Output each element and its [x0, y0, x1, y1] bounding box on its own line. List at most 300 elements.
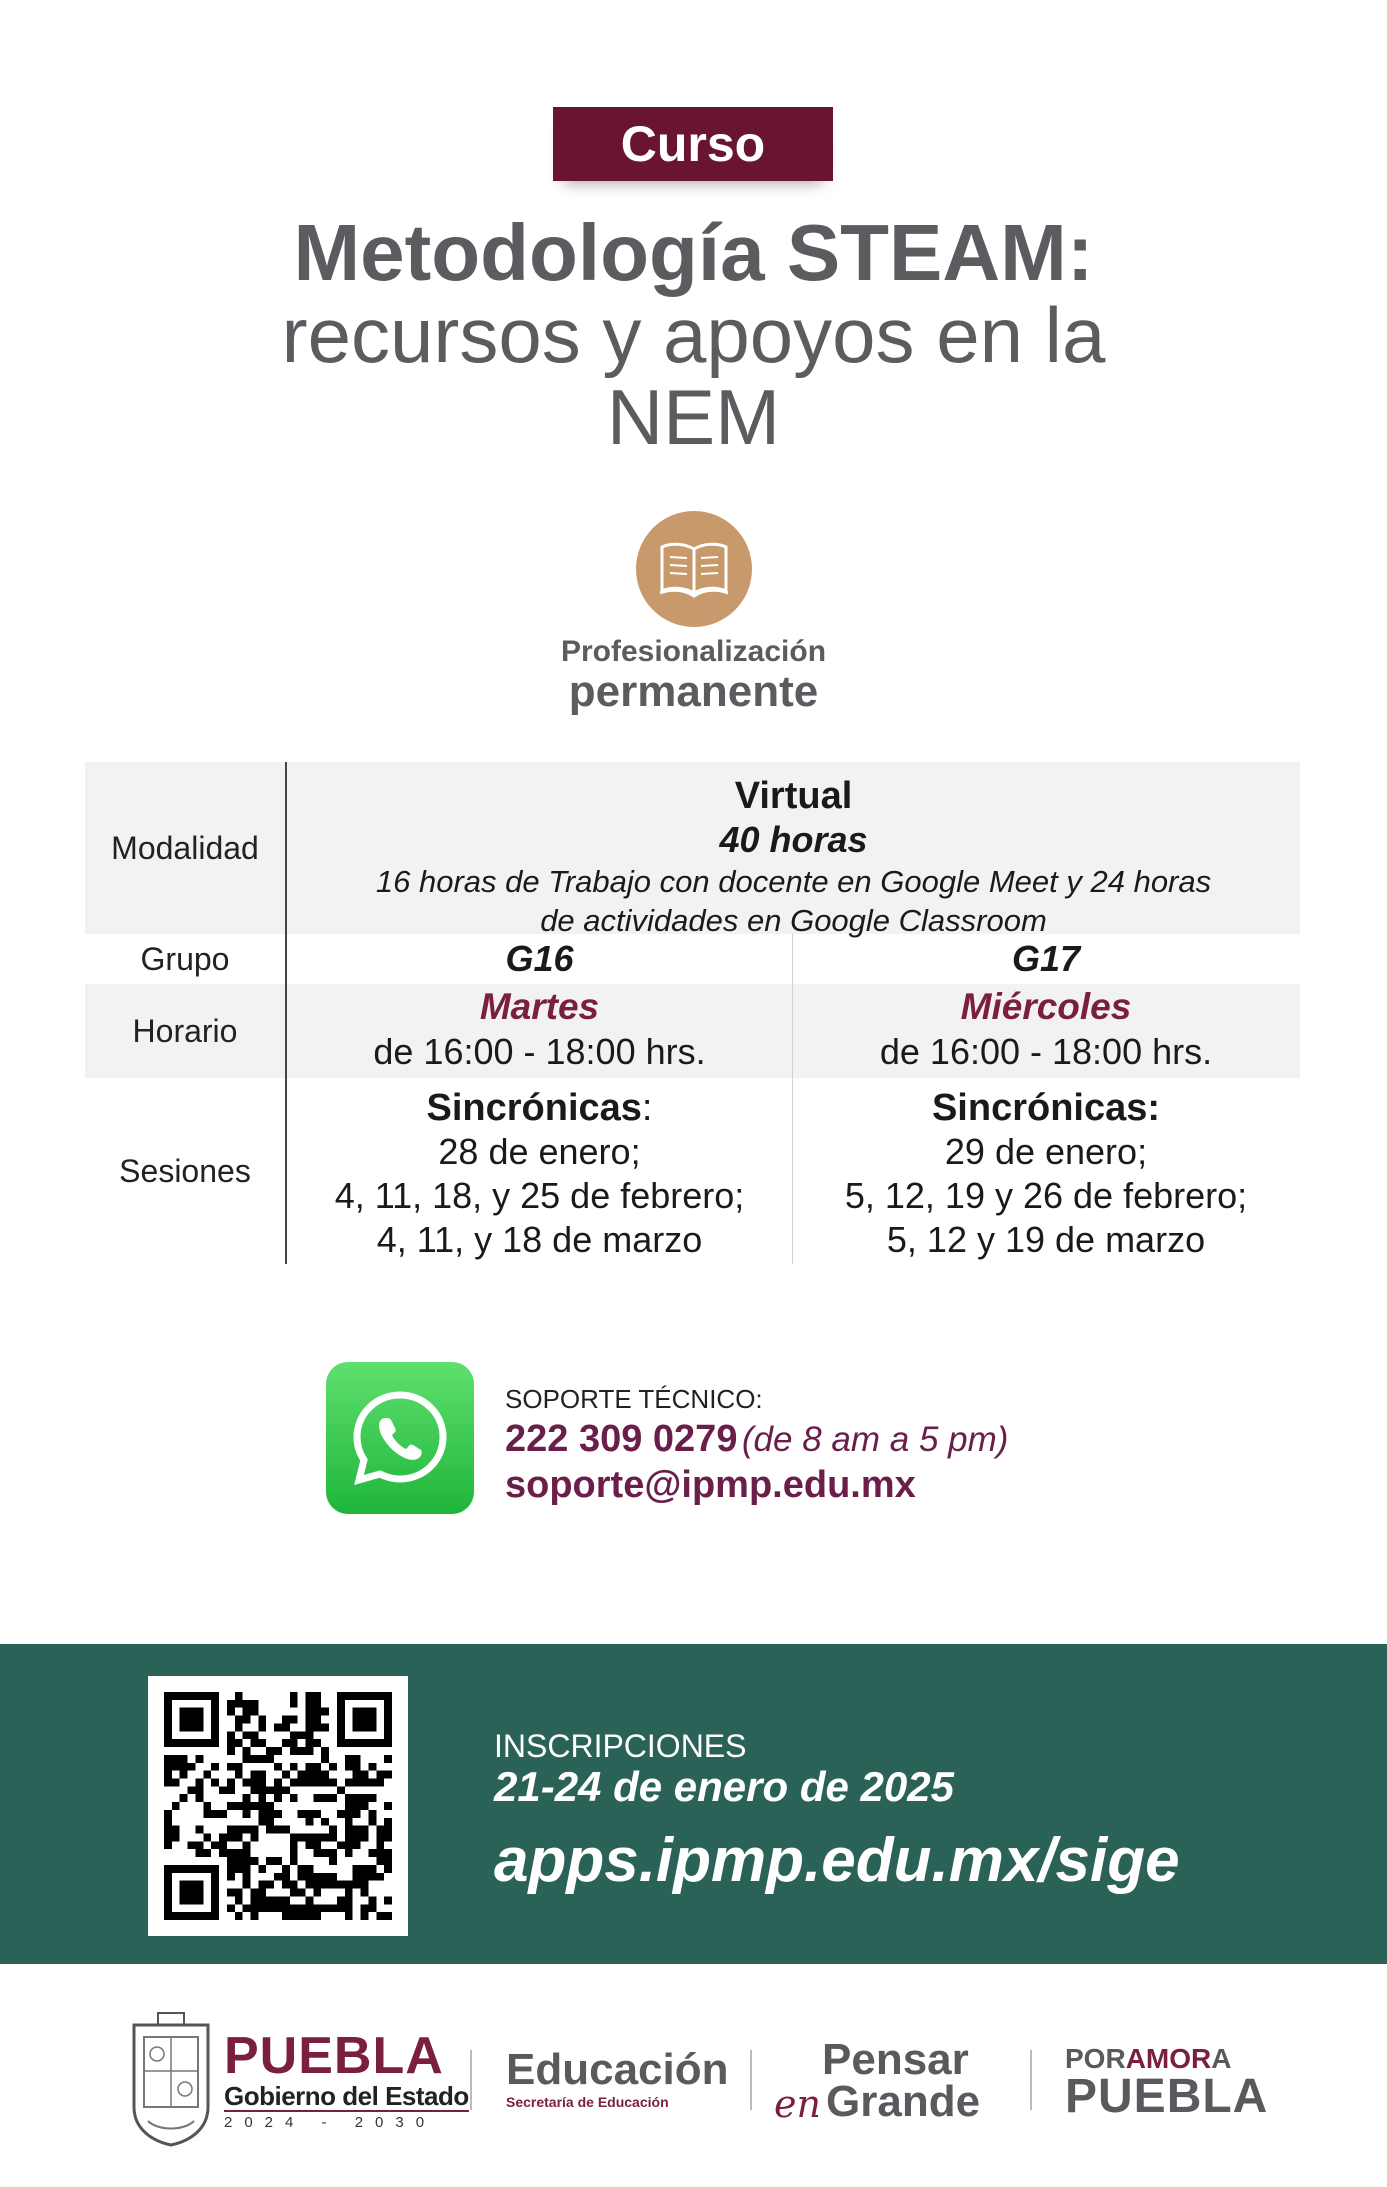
- qr-module: [250, 1857, 258, 1865]
- qr-module: [298, 1731, 306, 1739]
- qr-module: [290, 1739, 298, 1747]
- qr-module: [353, 1865, 361, 1873]
- qr-module: [180, 1755, 188, 1763]
- qr-module: [211, 1778, 219, 1786]
- qr-module: [384, 1912, 392, 1920]
- descripcion-line-2: de actividades en Google Classroom: [540, 903, 1047, 938]
- qr-module: [243, 1755, 251, 1763]
- registration-label: INSCRIPCIONES: [494, 1728, 747, 1764]
- qr-module: [384, 1755, 392, 1763]
- qr-module: [282, 1881, 290, 1889]
- support-contact: [505, 1382, 1008, 1508]
- qr-module: [337, 1881, 345, 1889]
- pensar-word: Pensar: [822, 2035, 969, 2084]
- qr-module: [203, 1849, 211, 1857]
- qr-module: [353, 1794, 361, 1802]
- qr-module: [353, 1826, 361, 1834]
- qr-module: [290, 1778, 298, 1786]
- qr-module: [203, 1802, 211, 1810]
- qr-module: [172, 1778, 180, 1786]
- registration-url[interactable]: apps.ipmp.edu.mx/sige: [494, 1826, 1180, 1895]
- qr-module: [384, 1818, 392, 1826]
- qr-module: [258, 1818, 266, 1826]
- divider: [470, 2050, 472, 2110]
- program-line-2: permanente: [568, 667, 819, 716]
- title-line-2: recursos y apoyos en la: [281, 291, 1106, 379]
- qr-module: [306, 1873, 314, 1881]
- horario-label: Horario: [85, 984, 287, 1078]
- qr-module: [227, 1834, 235, 1842]
- qr-module: [384, 1826, 392, 1834]
- g17-time: de 16:00 - 18:00 hrs.: [879, 1031, 1213, 1072]
- qr-module: [274, 1904, 282, 1912]
- qr-module: [361, 1904, 369, 1912]
- qr-module: [313, 1794, 321, 1802]
- qr-module: [329, 1873, 337, 1881]
- qr-module: [290, 1912, 298, 1920]
- qr-module: [321, 1818, 329, 1826]
- qr-module: [345, 1778, 353, 1786]
- g16-session-line: 28 de enero;: [438, 1131, 641, 1172]
- qr-module: [329, 1794, 337, 1802]
- qr-module: [321, 1873, 329, 1881]
- qr-module: [313, 1889, 321, 1897]
- qr-code[interactable]: [148, 1676, 408, 1936]
- qr-module: [329, 1881, 337, 1889]
- qr-module: [345, 1889, 353, 1897]
- qr-module: [227, 1700, 235, 1708]
- qr-module: [384, 1865, 392, 1873]
- qr-module: [306, 1763, 314, 1771]
- puebla-shield-icon: [128, 2011, 214, 2147]
- qr-module: [368, 1865, 376, 1873]
- qr-module: [243, 1841, 251, 1849]
- qr-module: [306, 1700, 314, 1708]
- qr-module: [243, 1857, 251, 1865]
- qr-module: [313, 1716, 321, 1724]
- qr-module: [306, 1865, 314, 1873]
- por-word: POR: [1065, 2043, 1126, 2074]
- qr-module: [345, 1849, 353, 1857]
- qr-module: [290, 1849, 298, 1857]
- support-hours: (de 8 am a 5 pm): [741, 1420, 1009, 1459]
- qr-module: [368, 1818, 376, 1826]
- g17-horario: [793, 984, 1299, 1078]
- qr-module: [361, 1834, 369, 1842]
- g16-session-line: 4, 11, y 18 de marzo: [376, 1219, 703, 1260]
- qr-module: [361, 1889, 369, 1897]
- qr-module: [345, 1834, 353, 1842]
- gobierno-label: Gobierno del Estado: [224, 2081, 469, 2111]
- qr-module: [290, 1763, 298, 1771]
- qr-module: [313, 1810, 321, 1818]
- g16-time: de 16:00 - 18:00 hrs.: [373, 1031, 706, 1072]
- support-phone[interactable]: 222 309 0279: [505, 1418, 738, 1460]
- program-line-1: Profesionalización: [560, 635, 827, 668]
- qr-module: [250, 1739, 258, 1747]
- qr-module: [164, 1755, 172, 1763]
- qr-module: [368, 1873, 376, 1881]
- qr-module: [290, 1700, 298, 1708]
- qr-module: [243, 1716, 251, 1724]
- qr-module: [306, 1881, 314, 1889]
- qr-module: [274, 1786, 282, 1794]
- modalidad-cell: [287, 762, 1300, 938]
- qr-module: [282, 1873, 290, 1881]
- qr-module: [361, 1802, 369, 1810]
- qr-module: [227, 1889, 235, 1897]
- qr-module: [250, 1708, 258, 1716]
- qr-module: [266, 1904, 274, 1912]
- qr-module: [345, 1818, 353, 1826]
- qr-module: [368, 1810, 376, 1818]
- qr-module: [274, 1747, 282, 1755]
- qr-module: [313, 1692, 321, 1700]
- qr-module: [164, 1771, 172, 1779]
- qr-module: [313, 1912, 321, 1920]
- grande-word: Grande: [826, 2077, 981, 2126]
- group-g16-name: G16: [287, 934, 793, 984]
- qr-module: [298, 1912, 306, 1920]
- qr-module: [345, 1904, 353, 1912]
- a-word: A: [1211, 2043, 1232, 2074]
- qr-module: [203, 1810, 211, 1818]
- qr-module: [353, 1763, 361, 1771]
- qr-module: [376, 1912, 384, 1920]
- qr-module: [219, 1834, 227, 1842]
- qr-module: [376, 1857, 384, 1865]
- qr-module: [384, 1896, 392, 1904]
- qr-module: [258, 1716, 266, 1724]
- qr-module: [203, 1771, 211, 1779]
- g16-sessions-title: [287, 1086, 792, 1130]
- qr-module: [306, 1904, 314, 1912]
- qr-module: [321, 1708, 329, 1716]
- qr-module: [243, 1849, 251, 1857]
- qr-module: [250, 1786, 258, 1794]
- qr-module: [376, 1849, 384, 1857]
- sesiones-label: Sesiones: [85, 1078, 287, 1264]
- qr-module: [235, 1826, 243, 1834]
- qr-module: [290, 1731, 298, 1739]
- years-label: 2024 - 2030: [224, 2114, 437, 2131]
- qr-module: [376, 1771, 384, 1779]
- qr-module: [290, 1794, 298, 1802]
- g16-session-line: 4, 11, 18, y 25 de febrero;: [334, 1175, 745, 1216]
- qr-module: [361, 1778, 369, 1786]
- qr-module: [235, 1857, 243, 1865]
- qr-module: [353, 1834, 361, 1842]
- row-sesiones: [85, 1078, 1300, 1264]
- qr-module: [235, 1723, 243, 1731]
- qr-module: [266, 1755, 274, 1763]
- qr-module: [227, 1857, 235, 1865]
- qr-module: [180, 1794, 188, 1802]
- qr-module: [227, 1849, 235, 1857]
- g17-session-line: 5, 12 y 19 de marzo: [886, 1219, 1206, 1260]
- qr-module: [235, 1865, 243, 1873]
- qr-module: [306, 1771, 314, 1779]
- qr-module: [172, 1826, 180, 1834]
- row-grupo: [85, 934, 1300, 984]
- qr-module: [172, 1755, 180, 1763]
- qr-module: [250, 1700, 258, 1708]
- qr-module: [368, 1849, 376, 1857]
- divider: [1030, 2050, 1032, 2110]
- qr-module: [384, 1802, 392, 1810]
- qr-module: [345, 1896, 353, 1904]
- qr-module: [313, 1778, 321, 1786]
- qr-module: [337, 1786, 345, 1794]
- qr-module: [345, 1841, 353, 1849]
- qr-module: [258, 1896, 266, 1904]
- qr-module: [235, 1896, 243, 1904]
- secretaria-label: Secretaría de Educación: [506, 2094, 669, 2110]
- qr-module: [368, 1794, 376, 1802]
- qr-module: [368, 1896, 376, 1904]
- qr-module: [227, 1873, 235, 1881]
- qr-module: [329, 1834, 337, 1842]
- qr-module: [368, 1904, 376, 1912]
- qr-module: [313, 1723, 321, 1731]
- qr-module: [274, 1778, 282, 1786]
- qr-module: [258, 1889, 266, 1897]
- g17-sesiones: [793, 1078, 1299, 1264]
- qr-module: [258, 1904, 266, 1912]
- qr-module: [345, 1912, 353, 1920]
- qr-module: [361, 1881, 369, 1889]
- qr-module: [290, 1841, 298, 1849]
- qr-module: [376, 1834, 384, 1842]
- qr-module: [345, 1763, 353, 1771]
- qr-module: [290, 1747, 298, 1755]
- qr-module: [321, 1904, 329, 1912]
- qr-module: [243, 1794, 251, 1802]
- qr-module: [313, 1771, 321, 1779]
- qr-module: [258, 1786, 266, 1794]
- qr-module: [376, 1826, 384, 1834]
- qr-module: [258, 1723, 266, 1731]
- support-phone-line: [505, 1416, 1008, 1462]
- qr-module: [345, 1755, 353, 1763]
- qr-module: [227, 1865, 235, 1873]
- modalidad-label: Modalidad: [85, 762, 287, 934]
- qr-module: [321, 1794, 329, 1802]
- grupo-label: Grupo: [85, 934, 287, 984]
- qr-module: [203, 1834, 211, 1842]
- qr-module: [306, 1692, 314, 1700]
- qr-module: [282, 1739, 290, 1747]
- en-word: en: [774, 2082, 821, 2126]
- qr-module: [219, 1849, 227, 1857]
- qr-module: [227, 1739, 235, 1747]
- qr-module: [243, 1826, 251, 1834]
- qr-module: [235, 1834, 243, 1842]
- qr-module: [258, 1865, 266, 1873]
- qr-module: [298, 1873, 306, 1881]
- educacion-logo: [506, 2047, 729, 2111]
- modalidad-value: Virtual: [734, 775, 853, 817]
- qr-module: [243, 1731, 251, 1739]
- qr-module: [282, 1826, 290, 1834]
- qr-module: [227, 1763, 235, 1771]
- qr-module: [235, 1912, 243, 1920]
- qr-module: [306, 1716, 314, 1724]
- title-line-3: NEM: [606, 373, 781, 461]
- g16-day: Martes: [479, 986, 600, 1027]
- qr-module: [337, 1904, 345, 1912]
- qr-module: [306, 1896, 314, 1904]
- qr-module: [243, 1708, 251, 1716]
- g17-session-line: 29 de enero;: [944, 1131, 1148, 1172]
- qr-module: [306, 1723, 314, 1731]
- qr-module: [353, 1841, 361, 1849]
- qr-module: [266, 1747, 274, 1755]
- qr-module: [321, 1849, 329, 1857]
- qr-module: [164, 1841, 172, 1849]
- qr-finder: [180, 1708, 204, 1732]
- footer-logos: [0, 2000, 1387, 2187]
- qr-module: [353, 1771, 361, 1779]
- qr-module: [266, 1786, 274, 1794]
- qr-module: [306, 1818, 314, 1826]
- qr-module: [306, 1747, 314, 1755]
- qr-module: [188, 1763, 196, 1771]
- qr-module: [211, 1841, 219, 1849]
- qr-module: [266, 1857, 274, 1865]
- qr-module: [274, 1723, 282, 1731]
- qr-module: [235, 1739, 243, 1747]
- qr-module: [250, 1731, 258, 1739]
- g16-horario: [287, 984, 793, 1078]
- qr-module: [258, 1771, 266, 1779]
- qr-module: [306, 1731, 314, 1739]
- qr-module: [282, 1771, 290, 1779]
- g16-sessions-title-text: Sincrónicas: [426, 1087, 642, 1129]
- title-line-1: Metodología STEAM:: [293, 208, 1094, 297]
- qr-module: [250, 1771, 258, 1779]
- qr-module: [329, 1849, 337, 1857]
- qr-module: [321, 1881, 329, 1889]
- qr-module: [164, 1763, 172, 1771]
- qr-module: [243, 1904, 251, 1912]
- qr-module: [235, 1771, 243, 1779]
- qr-module: [290, 1881, 298, 1889]
- qr-module: [282, 1716, 290, 1724]
- qr-module: [313, 1763, 321, 1771]
- qr-module: [306, 1841, 314, 1849]
- qr-module: [258, 1881, 266, 1889]
- qr-module: [195, 1778, 203, 1786]
- puebla-word: PUEBLA: [1065, 2070, 1269, 2123]
- qr-module: [235, 1763, 243, 1771]
- qr-module: [164, 1826, 172, 1834]
- qr-module: [266, 1802, 274, 1810]
- divider: [750, 2050, 752, 2110]
- qr-module: [345, 1810, 353, 1818]
- qr-module: [219, 1841, 227, 1849]
- qr-module: [353, 1755, 361, 1763]
- qr-module: [211, 1810, 219, 1818]
- qr-module: [290, 1889, 298, 1897]
- qr-module: [274, 1794, 282, 1802]
- whatsapp-icon[interactable]: [326, 1362, 474, 1514]
- qr-module: [195, 1849, 203, 1857]
- qr-module: [250, 1778, 258, 1786]
- qr-module: [345, 1881, 353, 1889]
- support-email[interactable]: soporte@ipmp.edu.mx: [505, 1464, 916, 1506]
- qr-module: [227, 1904, 235, 1912]
- qr-module: [266, 1896, 274, 1904]
- qr-module: [321, 1771, 329, 1779]
- qr-module: [368, 1778, 376, 1786]
- g17-day: Miércoles: [960, 986, 1132, 1027]
- qr-module: [313, 1739, 321, 1747]
- educacion-wordmark: Educación: [506, 2045, 729, 2094]
- qr-module: [353, 1881, 361, 1889]
- qr-module: [195, 1826, 203, 1834]
- qr-module: [313, 1849, 321, 1857]
- qr-module: [282, 1865, 290, 1873]
- qr-module: [361, 1771, 369, 1779]
- qr-module: [361, 1794, 369, 1802]
- qr-module: [306, 1739, 314, 1747]
- qr-module: [306, 1708, 314, 1716]
- qr-module: [361, 1912, 369, 1920]
- qr-module: [384, 1849, 392, 1857]
- qr-module: [321, 1778, 329, 1786]
- qr-module: [250, 1755, 258, 1763]
- qr-module: [250, 1826, 258, 1834]
- qr-module: [313, 1873, 321, 1881]
- qr-module: [164, 1834, 172, 1842]
- qr-module: [195, 1841, 203, 1849]
- qr-module: [235, 1716, 243, 1724]
- qr-module: [298, 1889, 306, 1897]
- qr-module: [180, 1763, 188, 1771]
- program-name: [0, 634, 1387, 714]
- qr-module: [376, 1778, 384, 1786]
- qr-module: [384, 1834, 392, 1842]
- qr-module: [219, 1810, 227, 1818]
- qr-module: [361, 1826, 369, 1834]
- qr-module: [361, 1865, 369, 1873]
- course-info-table: [85, 762, 1300, 1264]
- qr-module: [211, 1763, 219, 1771]
- qr-module: [290, 1692, 298, 1700]
- qr-module: [243, 1865, 251, 1873]
- qr-module: [345, 1802, 353, 1810]
- qr-module: [329, 1904, 337, 1912]
- qr-module: [298, 1834, 306, 1842]
- qr-module: [172, 1802, 180, 1810]
- qr-module: [376, 1841, 384, 1849]
- qr-module: [345, 1826, 353, 1834]
- qr-module: [313, 1708, 321, 1716]
- qr-finder: [353, 1708, 377, 1732]
- qr-module: [164, 1818, 172, 1826]
- qr-module: [337, 1810, 345, 1818]
- qr-module: [321, 1723, 329, 1731]
- qr-module: [243, 1881, 251, 1889]
- qr-module: [321, 1834, 329, 1842]
- qr-module: [298, 1747, 306, 1755]
- qr-module: [282, 1912, 290, 1920]
- qr-module: [227, 1802, 235, 1810]
- qr-module: [164, 1810, 172, 1818]
- qr-module: [337, 1841, 345, 1849]
- qr-module: [282, 1904, 290, 1912]
